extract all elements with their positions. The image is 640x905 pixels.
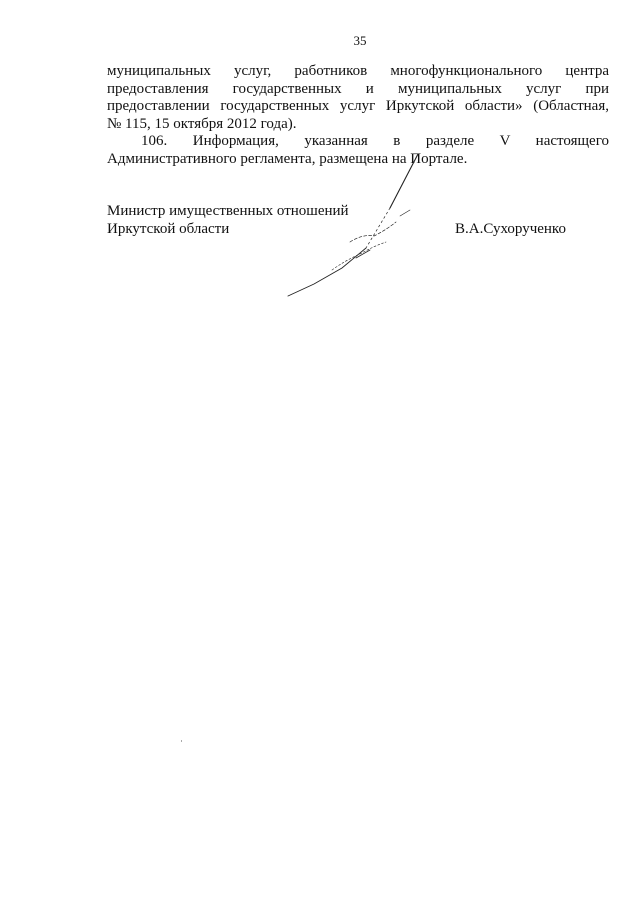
page-number: 35 [353,33,367,48]
signer-title-line: Иркутской области [107,221,230,237]
scan-speck [181,740,182,742]
body-line: № 115, 15 октября 2012 года). [107,115,297,132]
body-line: муниципальных услуг, работников многофункционального центра [107,63,609,79]
body-line: предоставлении государственных услуг Иркутской области» (Областная, [107,98,609,114]
body-line: предоставления государственных и муниципальных услуг при [107,80,609,97]
paragraph-106: 106. Информация, указанная в разделе V настоящего [141,133,609,149]
body-line: Административного регламента, размещена на Портале. [107,150,468,167]
signer-name: В.А.Сухорученко [455,221,566,237]
handwritten-signature [270,150,440,310]
signer-title-line: Министр имущественных отношений [107,203,349,219]
